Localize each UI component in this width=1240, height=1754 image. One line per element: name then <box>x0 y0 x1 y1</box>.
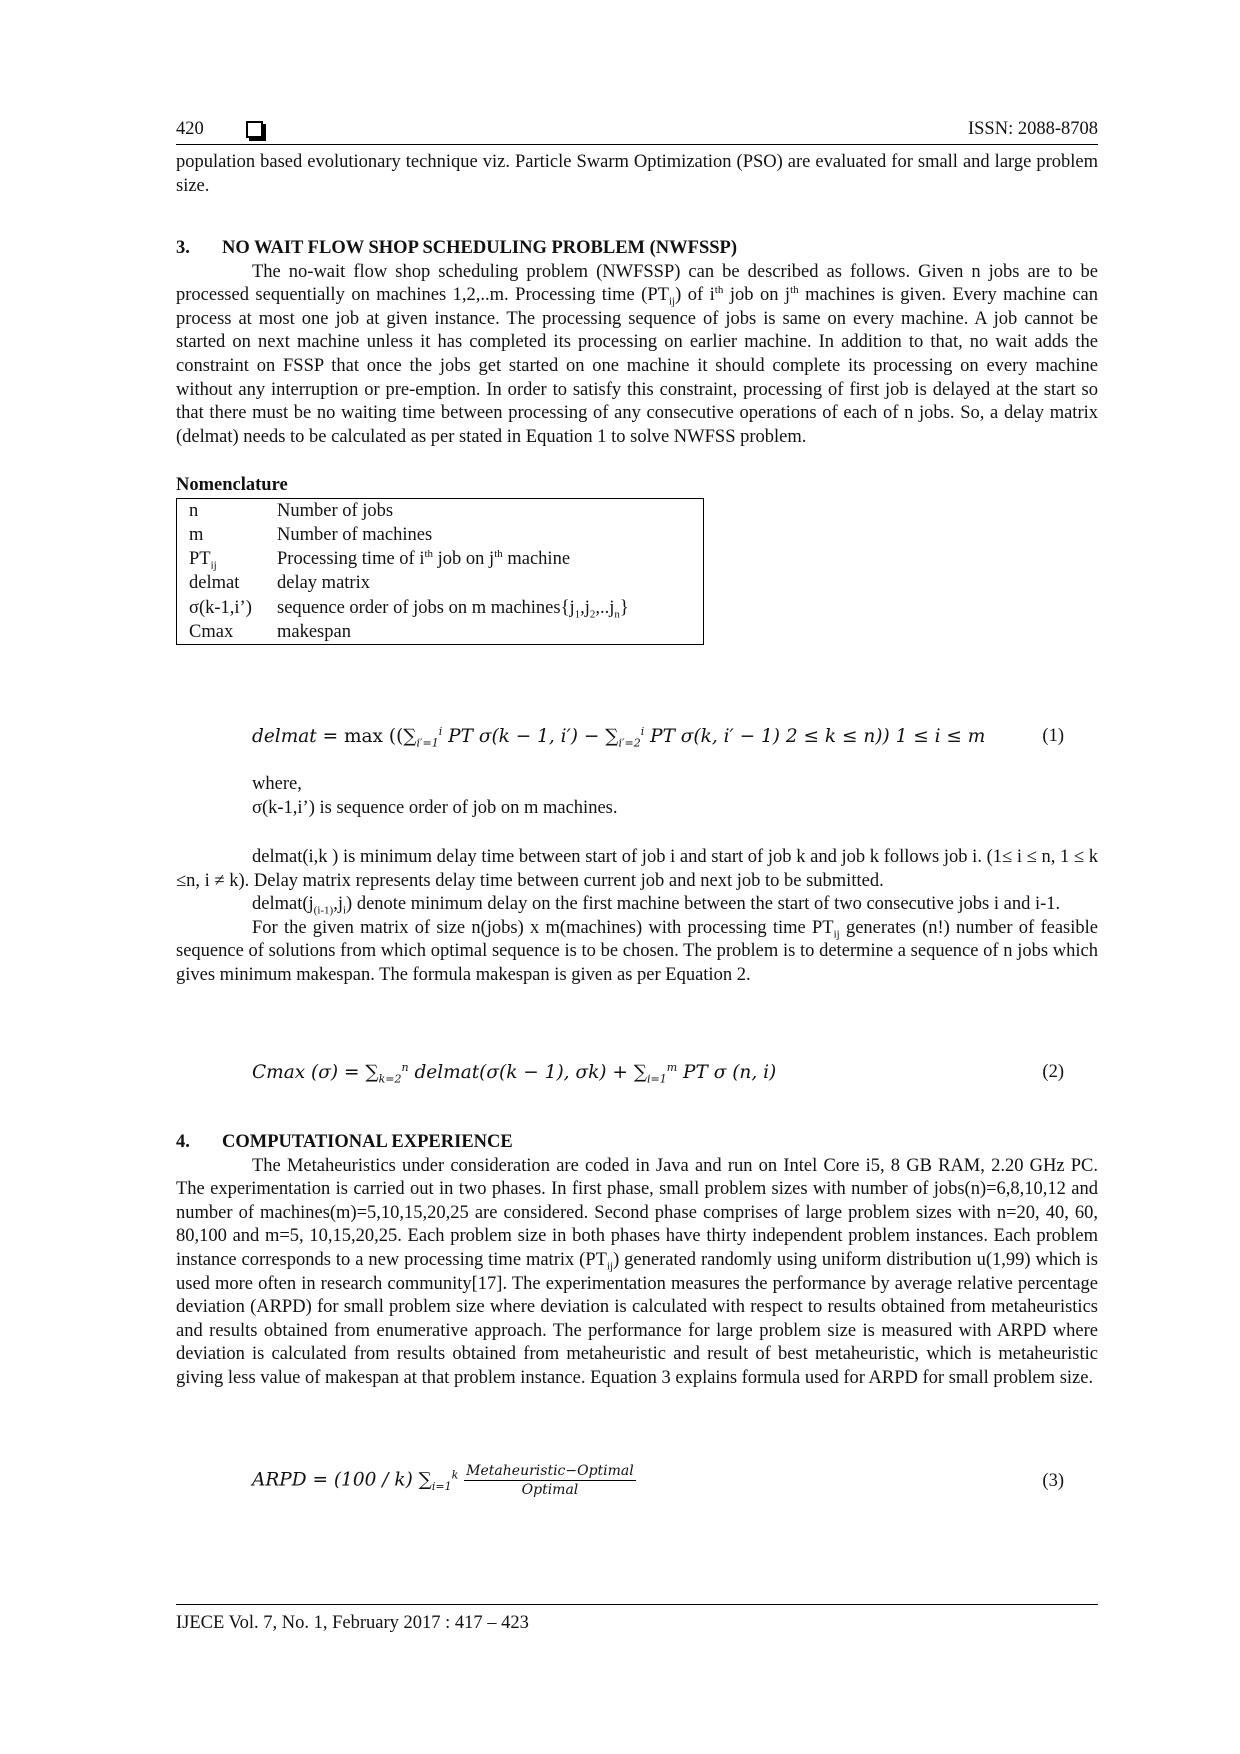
table-row: delmat delay matrix <box>189 573 370 594</box>
section-3-paragraph: The no-wait flow shop scheduling problem (NWFSSP) can be described as follows. Given n jobs are to be processed sequentially on machines 1,2,..m. Processing time $(PT_{ij})$ of $i^{th}$ job on $j^{th}$ machines is given. Every machine can process at most one job at given instance. The processing sequence of jobs is same on every machine. A job cannot be started on next machine unless it has completed its processing on earlier machine. In addition to that, no wait adds the constraint on FSSP that once the jobs get started on one machine it should complete its processing on every machine without any interruption or pre-emption. In order to satisfy this constraint, processing of first job is delayed at the start so that there must be no waiting time between processing of any consecutive operations of each of n jobs. So, a delay matrix (delmat) needs to be calculated as per stated in Equation 1 to solve NWFSS problem. <box>176 261 1099 447</box>
nomenclature-table <box>176 498 704 646</box>
section-4-heading: 4. COMPUTATIONAL EXPERIENCE <box>176 1132 513 1152</box>
table-row: m Number of machines <box>189 524 433 545</box>
table-row: n Number of jobs <box>189 500 394 521</box>
page-number: 420 <box>176 119 204 139</box>
equation-number: (3) <box>1042 1471 1064 1491</box>
section-4-paragraph: The Metaheuristics under consideration are coded in Java and run on Intel Core i5, 8 GB RAM, 2.20 GHz PC. The experimentation is carried out in two phases. In first phase, small problem sizes with number of jobs(n)=6,8,10,12 and number of machines(m)=5,10,15,20,25 are considered. Second phase comprises of large problem sizes with n=20, 40, 60, 80,100 and m=5, 10,15,20,25. Each problem size in both phases have thirty independent problem instances. Each problem instance corresponds to a new processing time matrix $(PT_{ij})$ generated randomly using uniform distribution u(1,99) which is used more often in research community[17]. The experimentation measures the performance by average relative percentage deviation (ARPD) for small problem size where deviation is calculated with respect to results obtained from metaheuristics and results obtained from enumerative approach. The performance for large problem size is measured with ARPD where deviation is calculated from results obtained from metaheuristic and result of best metaheuristic, which is metaheuristic giving less value of makespan at that problem instance. Equation 3 explains formula used for ARPD for small problem size. <box>176 1155 1098 1388</box>
table-row: σ(k-1,i’) sequence order of jobs on m $machines\{j_1,j_2,..j_n\}$ <box>189 597 629 621</box>
section-3-heading: 3. NO WAIT FLOW SHOP SCHEDULING PROBLEM (NWFSSP) <box>176 238 738 258</box>
table-row: Cmax makespan <box>189 622 351 643</box>
equation-3: ARPD = (100 / k) $\sum_{i=1}^k$ $\frac{\text{Metaheuristic−Optimal}}{\text{Optimal}}$ (3) <box>252 1463 1064 1498</box>
equation-number: (2) <box>1042 1062 1064 1082</box>
equation-2: Cmax $(\sigma) = \sum_{k=2}^n$ delmat(σ(k − 1), $\sigma k) + \sum_{i=1}^m$ PT σ (n, i) (2) <box>252 1060 1064 1086</box>
equation-number: (1) <box>1042 726 1064 746</box>
issn: ISSN: 2088-8708 <box>967 119 1098 139</box>
table-row: $PT_{ij}$ Processing time of $i^{th}$ job on $j^{th}$ machine <box>189 548 571 572</box>
fraction: $\frac{\text{Metaheuristic−Optimal}}{\text{Optimal}}$ <box>466 1463 634 1498</box>
equation-1: delmat = $\max ((\sum_{i'=1}^i$ PT σ(k − 1, $i') - \sum_{i'=2}^i$ PT σ(k, i′ − 1) 2 ≤ k ≤ n)) 1 ≤ i ≤ m (1) <box>252 724 1064 750</box>
running-footer: IJECE Vol. 7, No. 1, February 2017 : 417 – 423 <box>176 1604 1098 1636</box>
checkbox-glyph-icon <box>246 121 263 138</box>
where-block: where, σ(k-1,i’) is sequence order of job on m machines. <box>252 774 618 818</box>
delmat-paragraphs: delmat(i,k ) is minimum delay time between start of job i and start of job k and job k follows job i. (1≤ i ≤ n, 1 ≤ k ≤n, i ≠ k). Delay matrix represents delay time between current job and next job to be submitted. $delmat(j_{(i-1)},j_i)$ denote minimum delay on the first machine between the start of two consecutive jobs i and i-1. For the given matrix of size n(jobs) x m(machines) with processing time $PT_{ij}$ generates (n!) number of feasible sequence of solutions from which optimal sequence is to be chosen. The problem is to determine a sequence of n jobs which gives minimum makespan. The formula makespan is given as per Equation 2. <box>176 847 1098 985</box>
intro-tail: population based evolutionary technique viz. Particle Swarm Optimization (PSO) are evaluated for small and large problem size. <box>176 152 1098 196</box>
running-header <box>176 118 1098 145</box>
nomenclature <box>176 474 1098 645</box>
section-4 <box>176 1131 1098 1391</box>
section-3 <box>176 237 1098 449</box>
nomenclature-title: Nomenclature <box>176 475 288 495</box>
